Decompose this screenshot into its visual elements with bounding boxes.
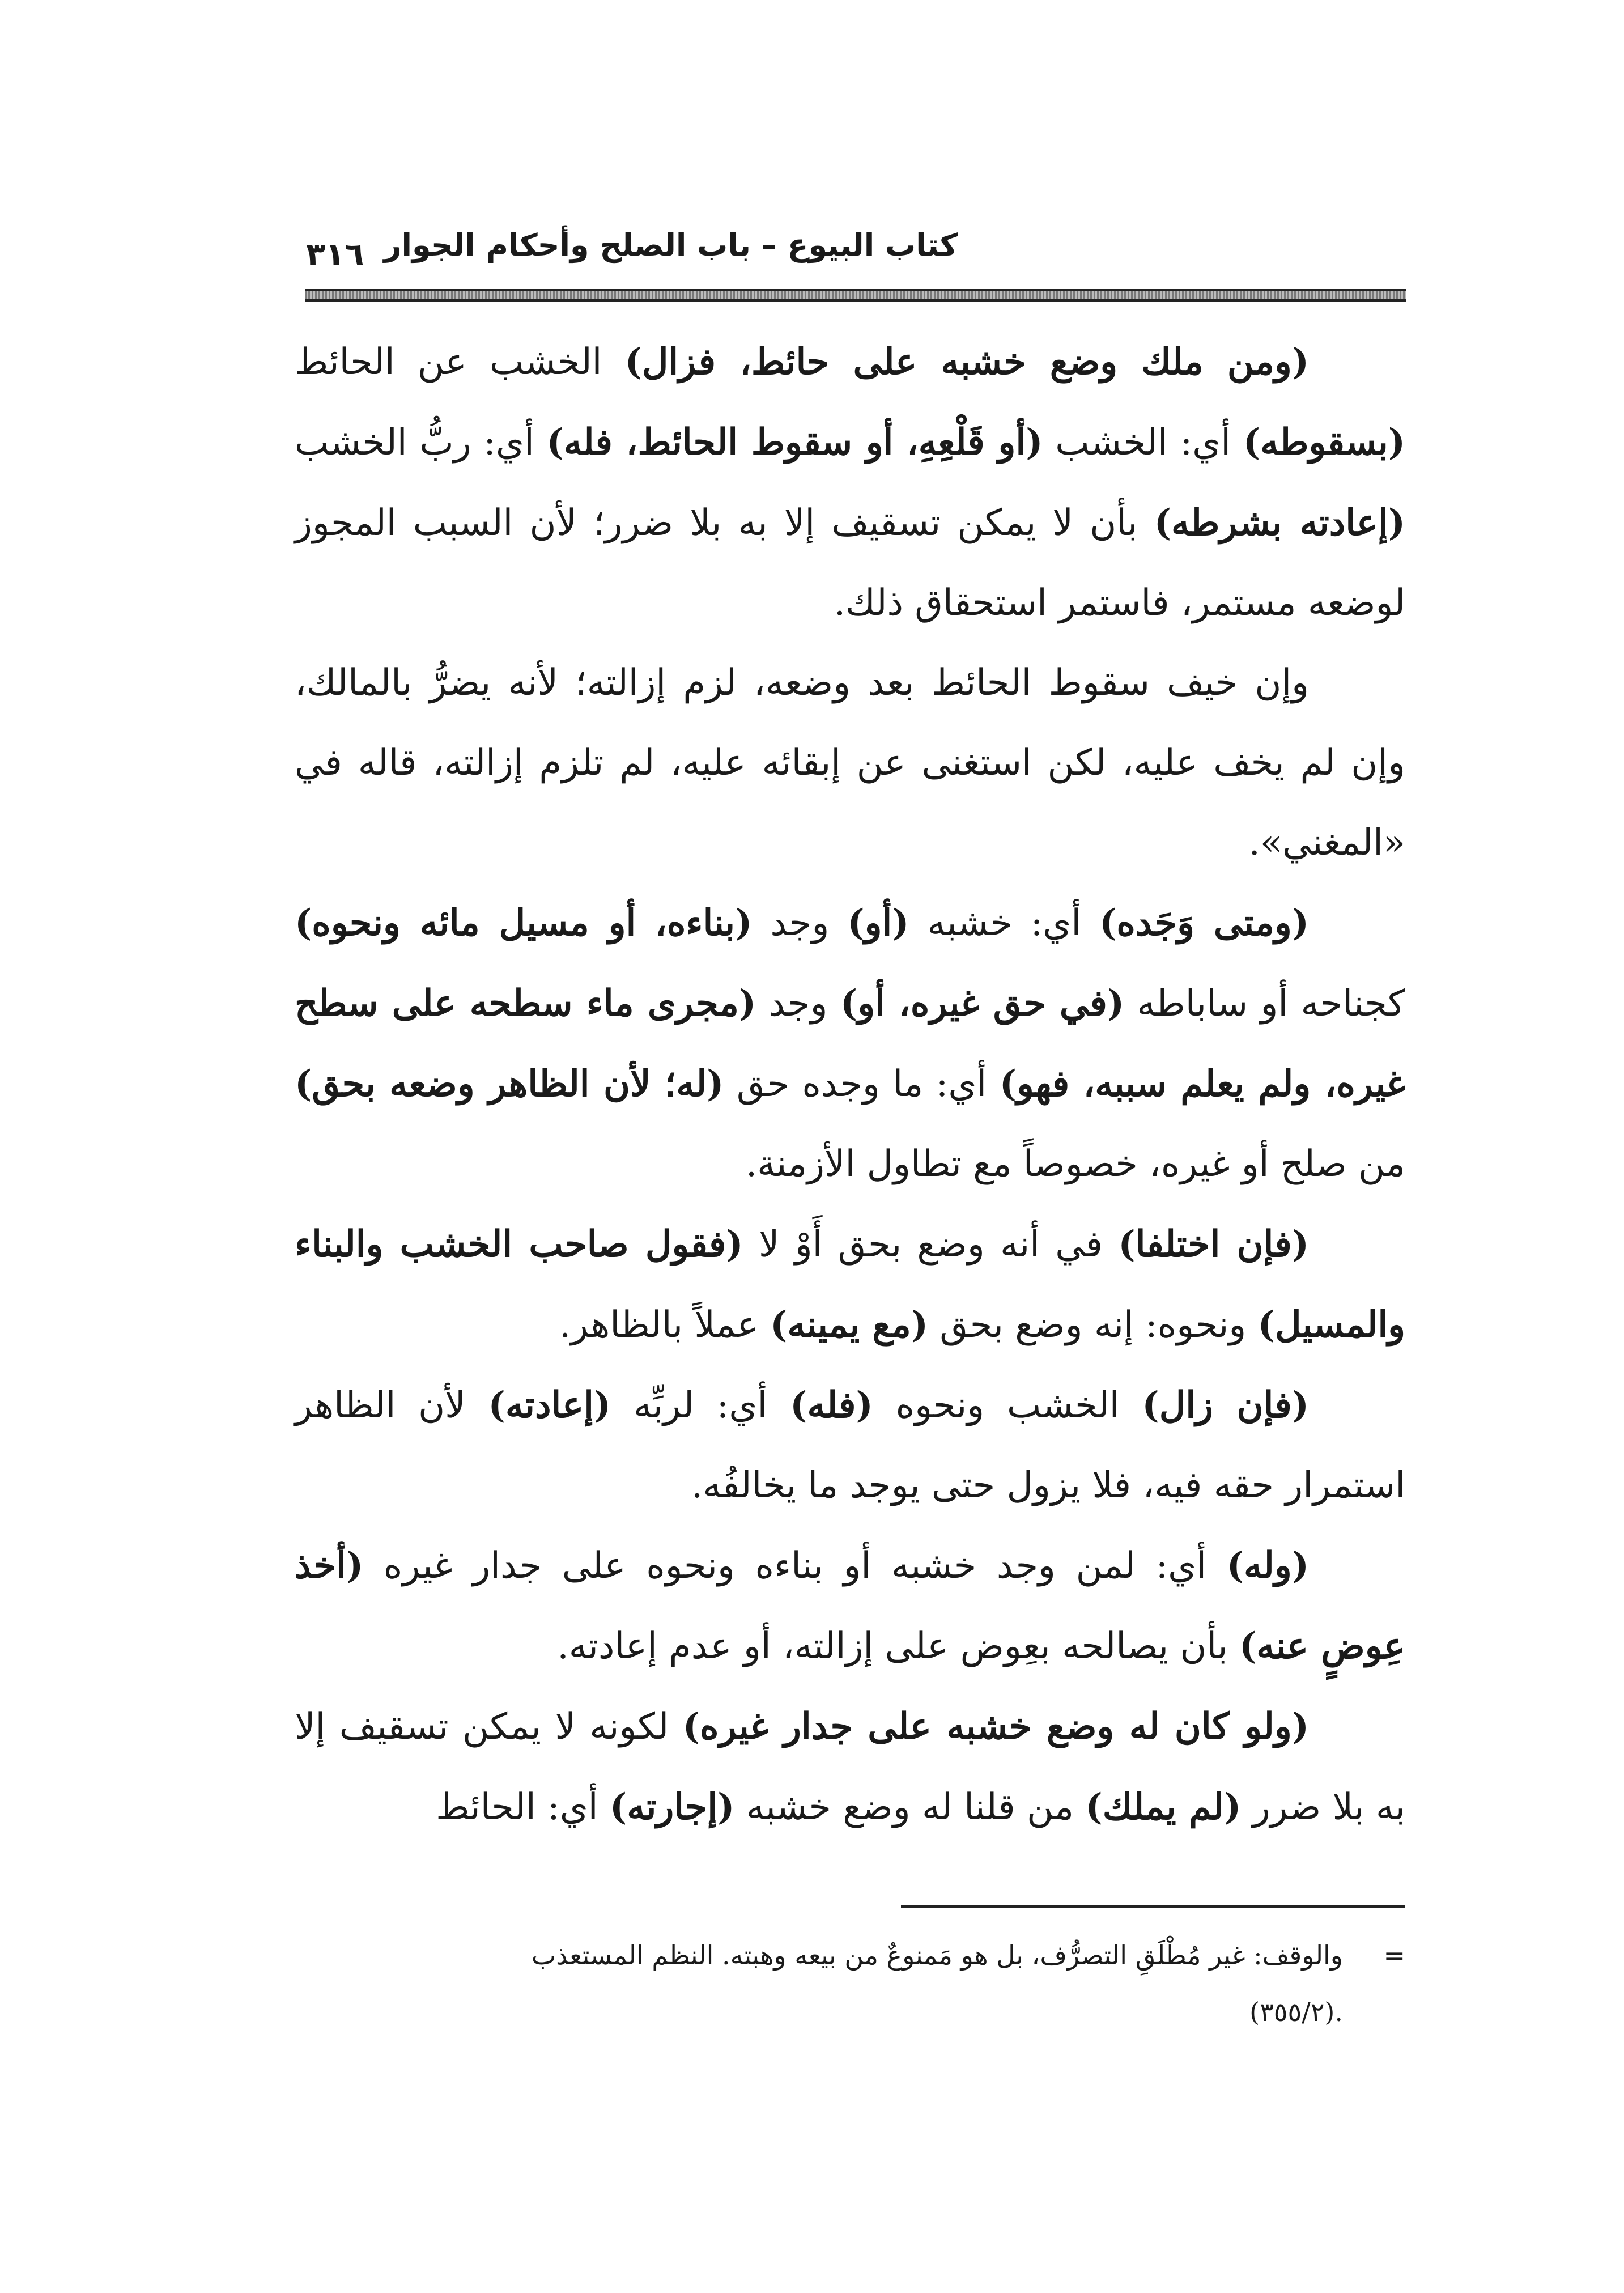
page-number: ٣١٦ xyxy=(306,236,364,273)
bold-matn-text: (بسقوطه) xyxy=(1243,421,1406,464)
page-header xyxy=(306,224,1405,286)
bold-matn-text: (لم يملك) xyxy=(1085,1786,1242,1828)
commentary-text: أي: ربُّ الخشب xyxy=(295,422,547,464)
commentary-text: من قلنا له وضع خشبه xyxy=(734,1786,1086,1828)
bold-matn-text: (أو قَلْعِهِ، أو سقوط الحائط، فله) xyxy=(546,421,1043,464)
commentary-text: ونحوه: إنه وضع بحق xyxy=(928,1304,1258,1346)
bold-matn-text: (أو) xyxy=(847,902,909,944)
footnote-continuation-marker: = xyxy=(1383,1940,1405,1971)
commentary-text: الخشب عن الحائط xyxy=(295,341,625,383)
bold-matn-text: (إعادته بشرطه) xyxy=(1154,502,1406,544)
commentary-text: أي: الخشب xyxy=(1043,422,1243,464)
commentary-text: أي: خشبه xyxy=(909,902,1100,944)
bold-matn-text: (ولو كان له وضع خشبه على جدار غيره) xyxy=(682,1705,1310,1748)
bold-matn-text: (أخذ عِوضٍ عنه) xyxy=(295,1544,1405,1667)
paragraph-7 xyxy=(295,1687,1405,1848)
running-title: كتاب البيوع – باب الصلح وأحكام الجوار xyxy=(384,227,958,263)
bold-matn-text: (مجرى ماء سطحه على سطح غيره، ولم يعلم سببه، فهو) xyxy=(295,982,1406,1105)
bold-matn-text: (ومتى وَجَده) xyxy=(1099,902,1310,944)
bold-matn-text: (له؛ لأن الظاهر وضعه بحق) xyxy=(295,1063,724,1105)
commentary-text: أي: لمن وجد خشبه أو بناءه ونحوه على جدار غيره xyxy=(363,1545,1227,1587)
paragraph-4 xyxy=(295,1204,1405,1365)
paragraph-6 xyxy=(295,1526,1405,1687)
commentary-text: الخشب ونحوه xyxy=(873,1385,1142,1426)
commentary-text: بأن يصالحه بعِوض على إزالته، أو عدم إعادته. xyxy=(557,1625,1239,1667)
commentary-text: أي: لربِّه xyxy=(611,1385,790,1426)
footnote-line-1: والوقف: غير مُطْلَقِ التصرُّف، بل هو مَمنوعٌ من بيعه وهبته. النظم المستعذب xyxy=(531,1940,1343,1971)
paragraph-3 xyxy=(295,883,1405,1204)
bold-matn-text: (فقول صاحب الخشب والبناء والمسيل) xyxy=(295,1223,1405,1346)
footnote-rule xyxy=(901,1905,1405,1908)
commentary-text: وإن خيف سقوط الحائط بعد وضعه، لزم إزالته؛ لأنه يضرُّ بالمالك، وإن لم يخف عليه، لكن استغنى عن إبقائه عليه، لم تلزم إزالته، قاله في «المغني». xyxy=(295,662,1405,864)
body-text xyxy=(295,322,1405,1848)
bold-matn-text: (ومن ملك وضع خشبه على حائط، فزال) xyxy=(624,341,1310,383)
bold-matn-text: (إعادته) xyxy=(488,1384,611,1426)
paragraph-2 xyxy=(295,643,1405,883)
footnote-line-2: .(٣٥٥/٢) xyxy=(1249,1997,1343,2027)
commentary-text: لأن الظاهر استمرار حقه فيه، فلا يزول حتى يوجد ما يخالفُه. xyxy=(295,1385,1405,1506)
paragraph-5 xyxy=(295,1365,1405,1526)
commentary-text: بأن لا يمكن تسقيف إلا به بلا ضرر؛ لأن السبب المجوز لوضعه مستمر، فاستمر استحقاق ذلك. xyxy=(295,502,1405,624)
commentary-text: وجد xyxy=(752,902,848,944)
commentary-text: أي: ما وجده حق xyxy=(724,1063,1000,1105)
commentary-text: وجد xyxy=(756,983,840,1025)
commentary-text: أي: الحائط xyxy=(436,1786,610,1828)
commentary-text: كجناحه أو ساباطه xyxy=(1124,983,1406,1025)
bold-matn-text: (وله) xyxy=(1226,1544,1310,1587)
paragraph-1 xyxy=(295,322,1405,643)
header-rule xyxy=(305,289,1406,302)
commentary-text: عملاً بالظاهر. xyxy=(559,1304,771,1346)
commentary-text: في أنه وضع بحق أَوْ لا xyxy=(743,1224,1119,1266)
bold-matn-text: (بناءه، أو مسيل مائه ونحوه) xyxy=(295,902,753,944)
bold-matn-text: (فإن زال) xyxy=(1142,1384,1310,1426)
commentary-text: لكونه لا يمكن تسقيف إلا به بلا ضرر xyxy=(295,1706,1405,1828)
bold-matn-text: (فإن اختلفا) xyxy=(1118,1223,1310,1266)
commentary-text: من صلح أو غيره، خصوصاً مع تطاول الأزمنة. xyxy=(745,1143,1405,1185)
bold-matn-text: (مع يمينه) xyxy=(770,1303,929,1346)
bold-matn-text: (إجارته) xyxy=(609,1786,735,1828)
footnote xyxy=(295,1927,1405,2040)
bold-matn-text: (في حق غيره، أو) xyxy=(840,982,1125,1025)
bold-matn-text: (فله) xyxy=(790,1384,873,1426)
